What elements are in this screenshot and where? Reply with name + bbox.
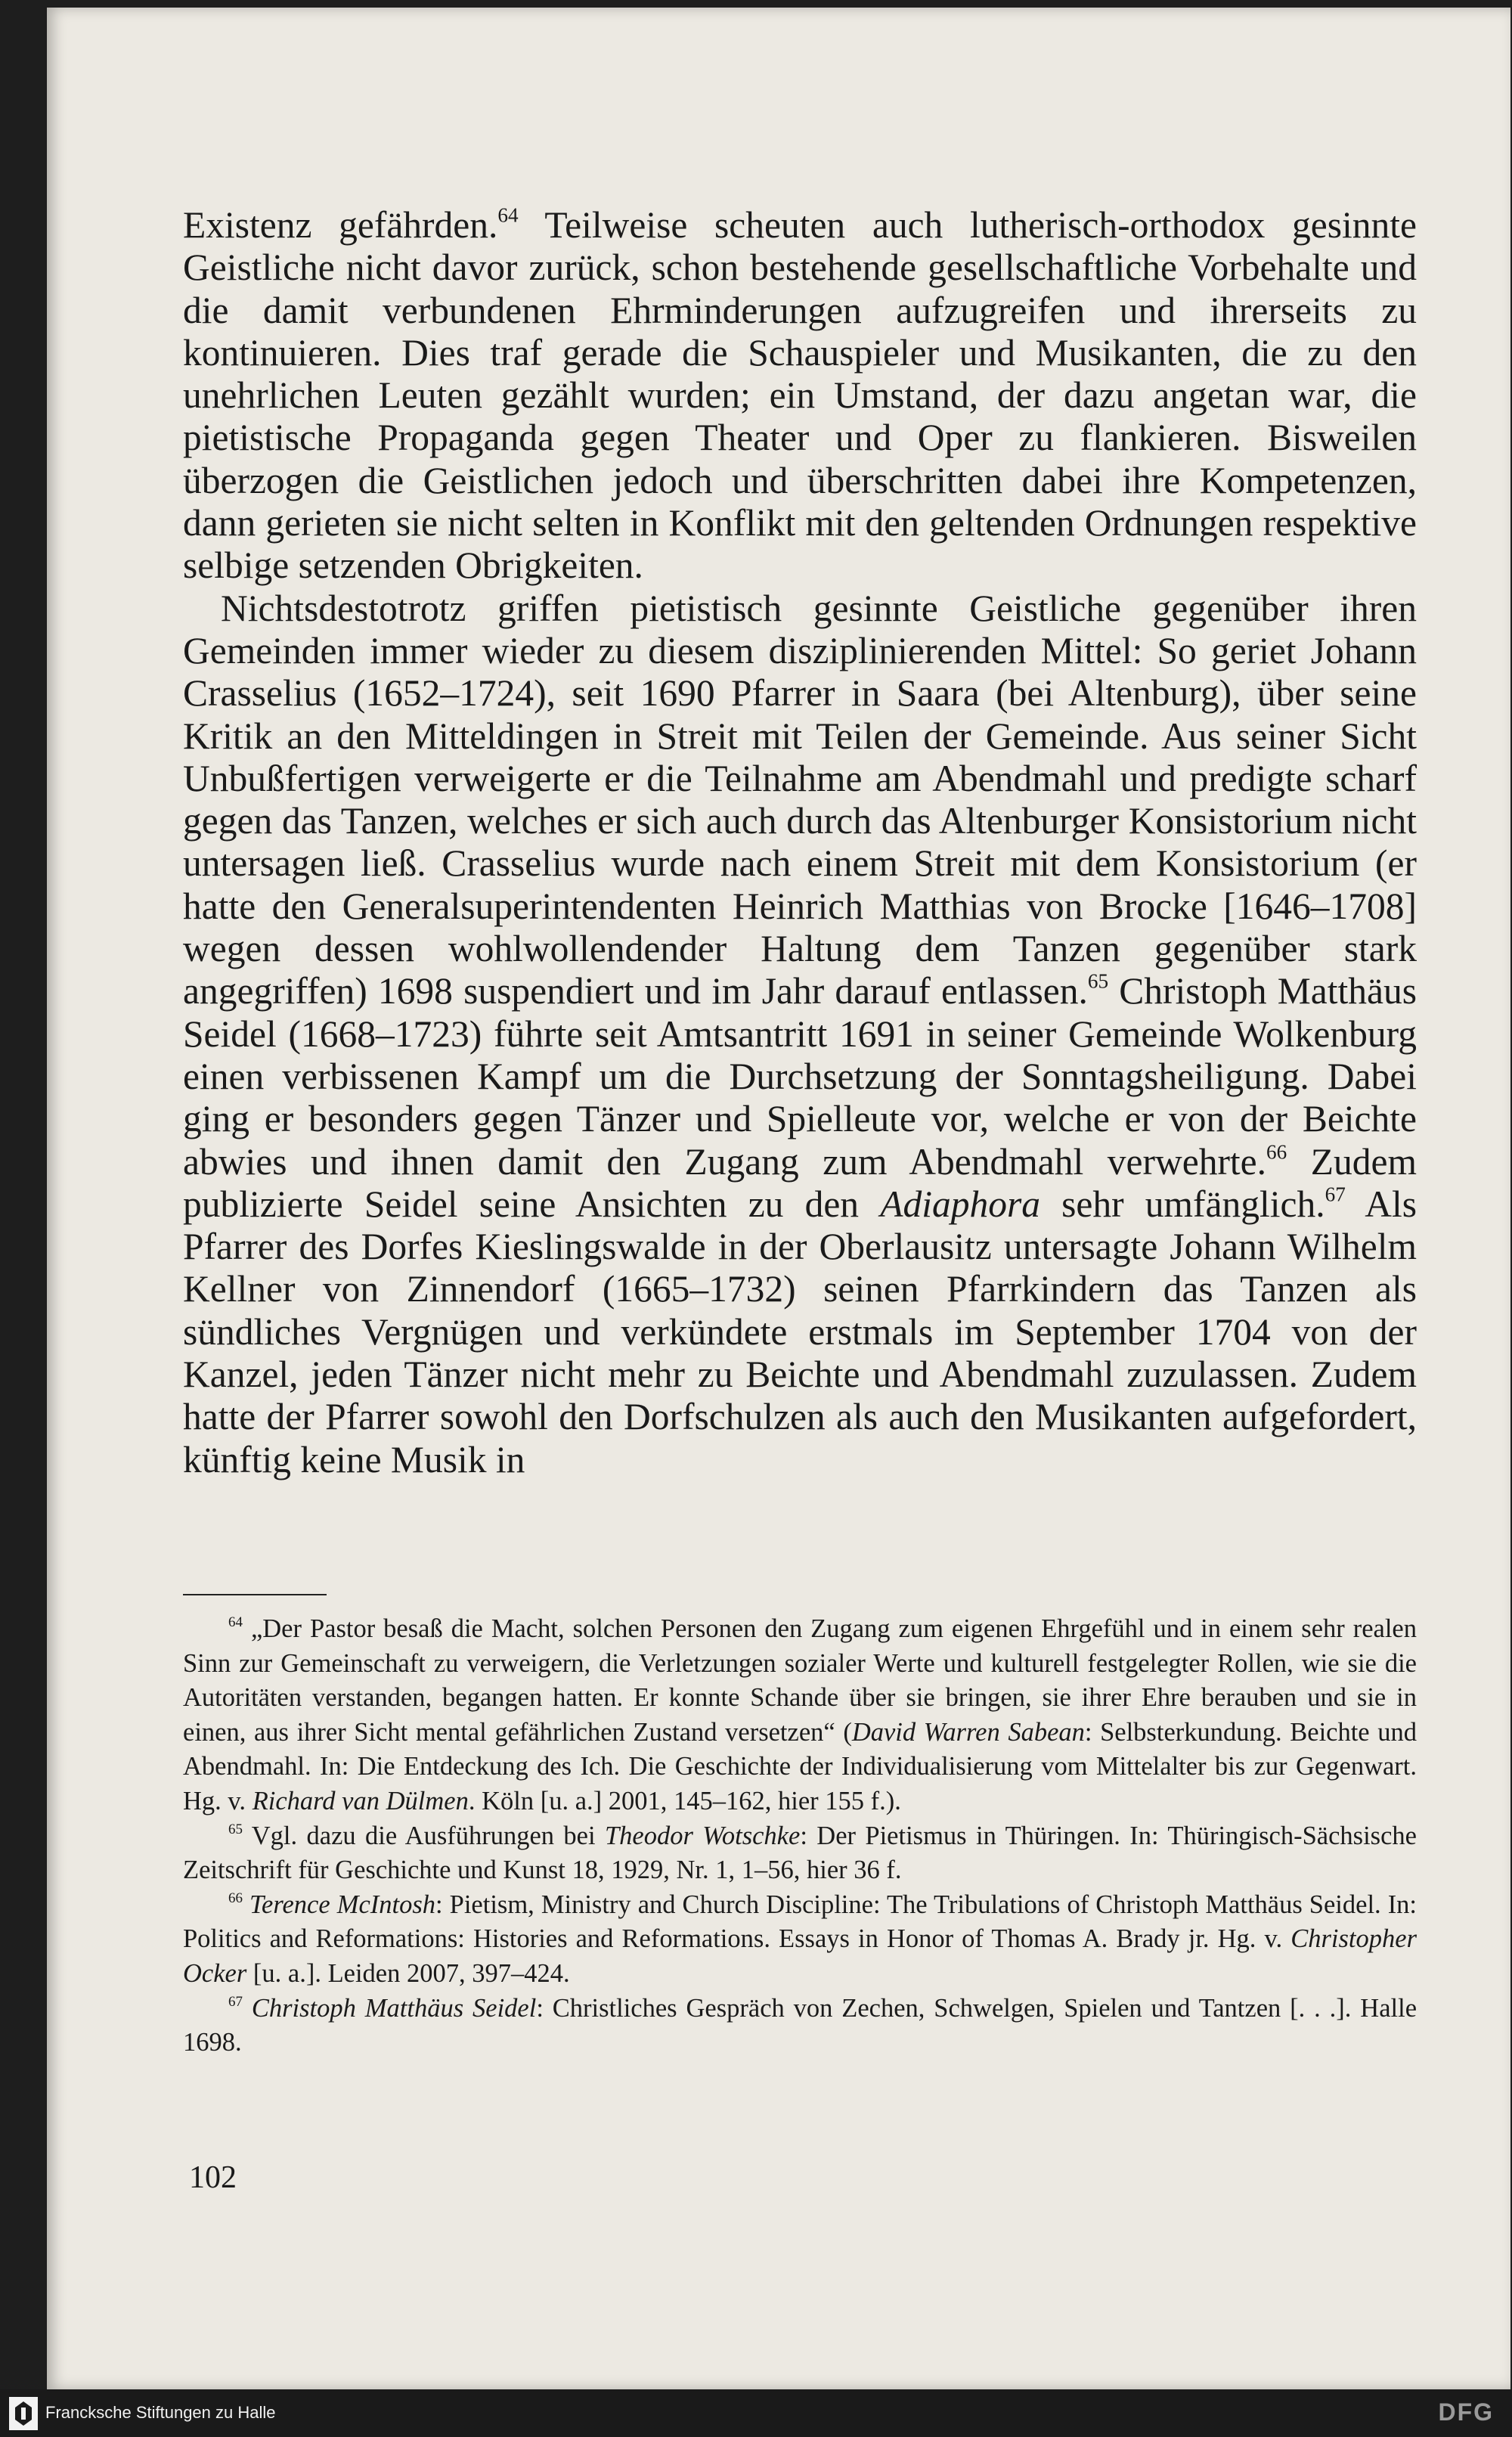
paragraph-2: Nichtsdestotrotz griffen pietistisch gesinnte Geistliche gegenüber ihren Gemeinden immer wieder zu diesem disziplinierenden Mittel: So geriet Johann Crasselius (1652–1724), seit 1690 Pfarrer in Saara (bei Altenburg), über seine Kritik an den Mitteldingen in Streit mit Teilen der Gemeinde. Aus seiner Sicht Unbußfertigen verweigerte er die Teilnahme am Abendmahl und predigte scharf gegen das Tanzen, welches er sich auch durch das Altenburger Konsistorium nicht untersagen ließ. Crasselius wurde nach einem Streit mit dem Konsistorium (er hatte den Generalsuperintendenten Heinrich Matthias von Brocke [1646–1708] wegen dessen wohlwollendender Haltung dem Tanzen gegenüber stark angegriffen) 1698 suspendiert und im Jahr darauf entlassen.$^{65}$ Christoph Matthäus Seidel (1668–1723) führte seit Amtsantritt 1691 in seiner Gemeinde Wolkenburg einen verbissenen Kampf um die Durchsetzung der Sonntagsheiligung. Dabei ging er besonders gegen Tänzer und Spielleute vor, welche er von der Beichte abwies und ihnen damit den Zugang zum Abendmahl verwehrte.$^{66}$ Zudem publizierte Seidel seine Ansichten zu den Adiaphora sehr umfänglich.$^{67}$ Als Pfarrer des Dorfes Kieslingswalde in der Oberlausitz untersagte Johann Wilhelm Kellner von Zinnendorf (1665–1732) seinen Pfarrkindern das Tanzen als sündliches Vergnügen und verkündete erstmals im September 1704 von der Kanzel, jeden Tänzer nicht mehr zu Beichte und Abendmahl zuzulassen. Zudem hatte der Pfarrer sowohl den Dorfschulzen als auch den Musikanten aufgefordert, künftig keine Musik in [183, 587, 1417, 1480]
foundation-logo-icon [9, 2397, 38, 2430]
italic-text: Adiaphora [880, 1183, 1040, 1225]
paragraph-1: Existenz gefährden.$^{64}$ Teilweise scheuten auch lutherisch-orthodox gesinnte Geistliche nicht davor zurück, schon bestehende gesellschaftliche Vorbehalte und die damit verbundenen Ehrminderungen aufzugreifen und ihrerseits zu kontinuieren. Dies traf gerade die Schauspieler und Musikanten, die zu den unehrlichen Leuten gezählt wurden; ein Umstand, der dazu angetan war, die pietistische Propaganda gegen Theater und Oper zu flankieren. Bisweilen überzogen die Geistlichen jedoch und überschritten dabei ihre Kompetenzen, dann gerieten sie nicht selten in Konflikt mit den geltenden Ordnungen respektive selbige setzenden Obrigkeiten. [183, 203, 1418, 587]
italic-text: Terence McIntosh [249, 1890, 436, 1919]
footnote-divider [183, 1594, 327, 1595]
footnote-marker: 67 [1325, 1183, 1346, 1206]
footnote-66: $^{66}$ Terence McIntosh: Pietism, Ministry and Church Discipline: The Tribulations of Christoph Matthäus Seidel. In: Politics and Reformations: Histories and Reformations. Essays in Honor of Thomas A. Brady jr. Hg. v. Christopher Ocker [u. a.]. Leiden 2007, 397–424. [183, 1890, 1418, 1988]
footnote-marker: 65 [1087, 969, 1109, 993]
source-label: Francksche Stiftungen zu Halle [45, 2403, 276, 2422]
viewer-footer-bar [0, 2389, 1512, 2437]
footnote-marker: 65 [228, 1821, 243, 1837]
italic-text: David Warren Sabean [851, 1717, 1085, 1747]
italic-text: Theodor Wotschke [604, 1821, 801, 1850]
footnote-64: $^{64}$ „Der Pastor besaß die Macht, solchen Personen den Zugang zum eigenen Ehrgefühl und in einem sehr realen Sinn zur Gemeinschaft zu verweigern, die Verletzungen sozialer Werte und kulturell festgelegter Rollen, wie sie die Autoritäten verstanden, begangen hatten. Er konnte Schande über sie bringen, sie ihrer Ehre berauben und sie in einen, aus ihrer Sicht mental gefährlichen Zustand versetzen“ (David Warren Sabean: Selbsterkundung. Beichte und Abendmahl. In: Die Entdeckung des Ich. Die Geschichte der Individualisierung vom Mittelalter bis zur Gegenwart. Hg. v. Richard van Dülmen. Köln [u. a.] 2001, 145–162, hier 155 f.). [183, 1614, 1417, 1815]
italic-text: Christoph Matthäus Seidel [251, 1993, 537, 2023]
italic-text: Richard van Dülmen [252, 1786, 469, 1815]
main-text [183, 204, 1417, 1481]
footnote-67: $^{67}$ Christoph Matthäus Seidel: Christliches Gespräch von Zechen, Schwelgen, Spielen und Tantzen [. . .]. Halle 1698. [183, 1993, 1418, 2057]
footnote-marker: 64 [497, 203, 519, 227]
footnote-marker: 66 [1266, 1140, 1287, 1164]
footnote-65: $^{65}$ Vgl. dazu die Ausführungen bei Theodor Wotschke: Der Pietismus in Thüringen. In: Thüringisch-Sächsische Zeitschrift für Geschichte und Kunst 18, 1929, Nr. 1, 1–56, hier 36 f. [183, 1821, 1417, 1885]
footnote-marker: 66 [228, 1890, 243, 1906]
page-number: 102 [189, 2160, 237, 2195]
italic-text: Christopher Ocker [183, 1924, 1417, 1988]
footnote-marker: 64 [228, 1614, 243, 1630]
footnotes [183, 1612, 1417, 2060]
footnote-marker: 67 [228, 1993, 243, 2010]
dfg-logo: DFG [1438, 2398, 1494, 2426]
